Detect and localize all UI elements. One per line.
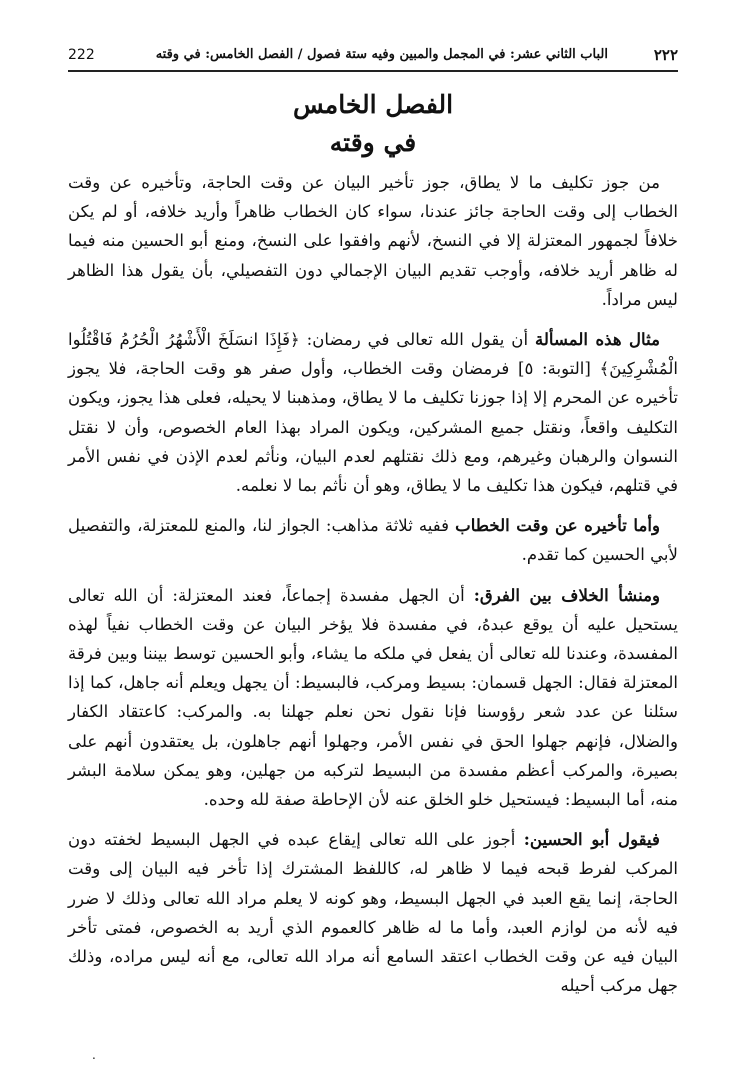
paragraph-2-text: أن يقول الله تعالى في رمضان: ﴿فَإِذَا انسَلَخَ الْأَشْهُرُ الْحُرُمُ فَاقْتُلُوا الْمُشْرِكِينَ﴾ [التوبة: ٥] فرمضان وقت الخطاب، وأول صفر هو وقت الحاجة، فلا يجوز تأخيره عن المحرم إلا إذا جوزنا تكليف ما لا يطاق، ومذهبنا لا يحيله، فعلى هذا يجوز، ويكون التكليف واقعاً، ونقتل جميع المشركين، ويكون المراد بهذا العام الخصوص، وأن لا نقتل النسوان والرهبان وغيرهم، ومع ذلك نقتلهم لعدم البيان، ونأثم لعدم الإذن في نفس الأمر في قتلهم، فيكون هذا تكليف ما لا يطاق، وهو أن نأثم بما لا نعلمه.	[68, 330, 679, 496]
page-number-latin: 222	[68, 47, 95, 63]
paragraph-4	[68, 581, 678, 815]
paragraph-5	[68, 825, 678, 1000]
paragraph-2-lead: مثال هذه المسألة	[534, 329, 661, 350]
page-number-arabic: ٢٢٢	[653, 46, 678, 64]
paragraph-5-lead: فيقول أبو الحسين:	[523, 829, 660, 850]
body-text	[68, 168, 678, 1000]
paragraph-3	[68, 511, 678, 569]
paragraph-5-text: أجوز على الله تعالى إيقاع عبده في الجهل البسيط لخفته دون المركب لفرط قبحه فيما لا ظاهر له، كاللفظ المشترك إذا تأخر فيه البيان إلى وقت الحاجة، إنما يقع العبد في الجهل البسيط، وهو كونه لا يعلم مراد الله تعالى وذلك لا ضرر فيه لأنه من لوازم العبد، وأما ما له ظاهر كالعموم الذي أريد به الخصوص، فمتى تأخر البيان فيه عن وقت الخطاب اعتقد السامع أنه مراد الله تعالى، مع أنه ليس مراده، وذلك جهل مركب أحيله	[68, 830, 678, 996]
paragraph-3-text: ففيه ثلاثة مذاهب: الجواز لنا، والمنع للمعتزلة، والتفصيل لأبي الحسين كما تقدم.	[68, 516, 678, 565]
paragraph-4-lead: ومنشأ الخلاف بين الفرق:	[473, 584, 660, 605]
running-title: الباب الثاني عشر: في المجمل والمبين وفيه ستة فصول / الفصل الخامس: في وقته	[155, 47, 608, 62]
chapter-title: الفصل الخامس	[292, 90, 454, 119]
chapter-subtitle: في وقته	[329, 128, 417, 157]
paragraph-2	[68, 325, 678, 500]
footer-mark: .	[92, 1048, 96, 1062]
page-header	[68, 40, 678, 72]
paragraph-1	[68, 168, 678, 314]
paragraph-3-lead: وأما تأخيره عن وقت الخطاب	[455, 515, 660, 536]
paragraph-4-text: أن الجهل مفسدة إجماعاً، فعند المعتزلة: أن الله تعالى يستحيل عليه أن يوقع عبدهُ، في مفسدة فلا يؤخر البيان عن وقت الخطاب نفياً لهذه المفسدة، وعندنا لله تعالى أن يفعل في ملكه ما يشاء، وأبو الحسين توسط بيننا وبين فرقة المعتزلة فقال: الجهل قسمان: بسيط ومركب، فالبسيط: أن يجهل ويعلم أنه جاهل، كما إذا سئلنا عن عدد شعر رؤوسنا فإنا نقول نحن نعلم جهلنا به. والمركب: كاعتقاد الكفار والضلال، فإنهم جهلوا الحق في نفس الأمر، وجهلوا أنهم جاهلون، بل يعتقدون أنهم على بصيرة، والمركب أعظم مفسدة من البسيط لتركبه من جهلين، وهو يمكن سلامة البشر منه، أما البسيط: فيستحيل خلو الخلق عنه لأن الإحاطة صفة لله وحده.	[68, 585, 678, 810]
paragraph-1-text: من جوز تكليف ما لا يطاق، جوز تأخير البيان عن وقت الحاجة، وتأخيره عن وقت الخطاب إلى وقت الحاجة جائز عندنا، سواء كان الخطاب ظاهراً وأريد خلافه، أو لم يكن خلافاً لجمهور المعتزلة إلا في النسخ، لأنهم وافقوا على النسخ، ومنع أبو الحسين منه فيما له ظاهر أريد خلافه، وأوجب تقديم البيان الإجمالي دون التفصيلي، بأن يقول هذا الظاهر ليس مراداً.	[68, 173, 678, 309]
